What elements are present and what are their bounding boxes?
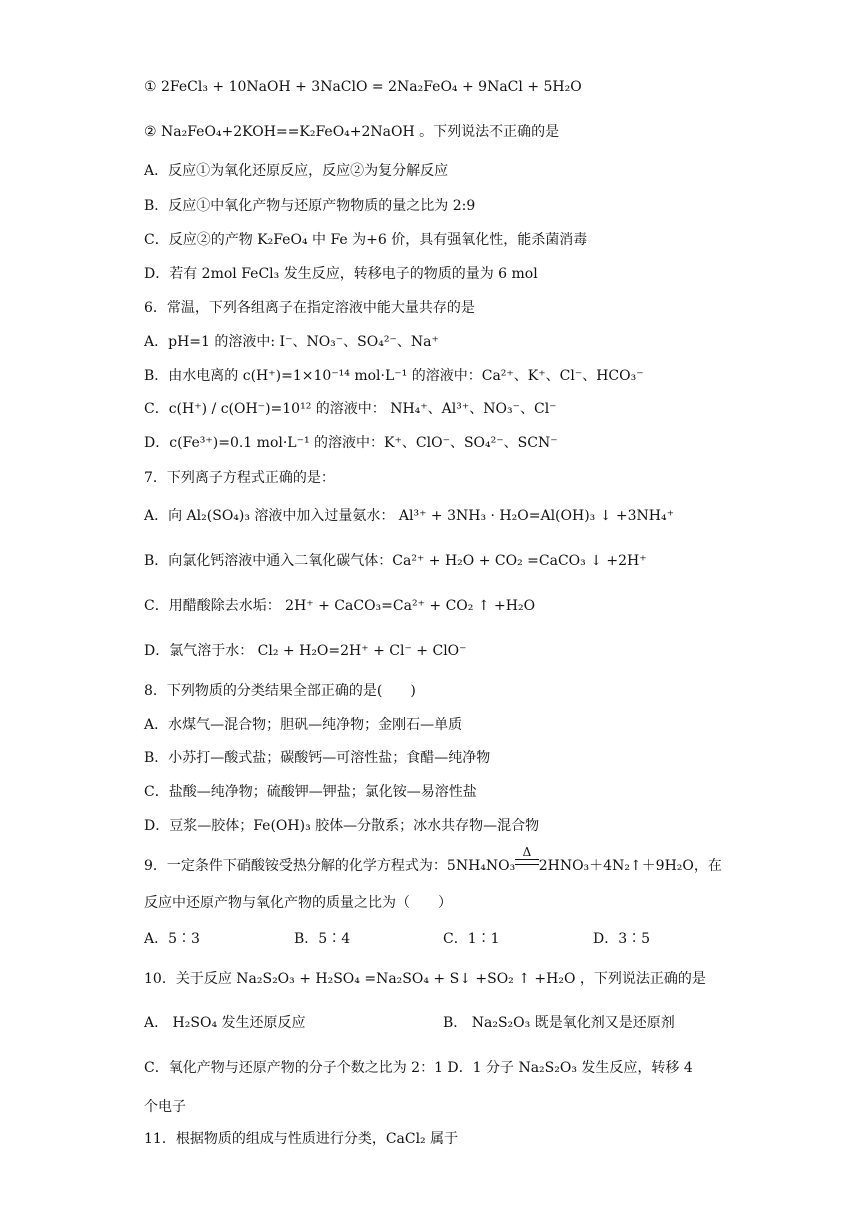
q10-option-c-and-d: C．氧化产物与还原产物的分子个数之比为 2：1 D．1 分子 Na₂S₂O₃ 发生反应，转移 4 <box>144 1060 693 1076</box>
q5-option-d: D．若有 2mol FeCl₃ 发生反应，转移电子的物质的量为 6 mol <box>144 266 538 282</box>
q6-option-c: C．c(H⁺) / c(OH⁻)=10¹² 的溶液中： NH₄⁺、Al³⁺、NO₃⁻、Cl⁻ <box>144 401 557 417</box>
q10-option-d-continued: 个电子 <box>144 1099 186 1115</box>
q7-option-c: C．用醋酸除去水垢： 2H⁺ + CaCO₃=Ca²⁺ + CO₂ ↑ +H₂O <box>144 598 536 614</box>
q5-option-c: C．反应②的产物 K₂FeO₄ 中 Fe 为+6 价，具有强氧化性，能杀菌消毒 <box>144 232 588 248</box>
question-9 <box>144 856 722 876</box>
question-7: 7．下列离子方程式正确的是： <box>144 470 335 486</box>
q8-option-a: A．水煤气—混合物；胆矾—纯净物；金刚石—单质 <box>144 717 463 733</box>
q9-option-d: D．3∶5 <box>593 931 651 947</box>
q9-option-a: A．5∶3 <box>144 931 200 947</box>
q6-option-a: A．pH=1 的溶液中: I⁻、NO₃⁻、SO₄²⁻、Na⁺ <box>144 334 439 350</box>
q5-option-a: A．反应①为氧化还原反应，反应②为复分解反应 <box>144 163 449 179</box>
q8-option-c: C．盐酸—纯净物；硫酸钾—钾盐；氯化铵—易溶性盐 <box>144 784 477 800</box>
question-11: 11．根据物质的组成与性质进行分类，CaCl₂ 属于 <box>144 1131 459 1147</box>
q7-option-d: D．氯气溶于水： Cl₂ + H₂O=2H⁺ + Cl⁻ + ClO⁻ <box>144 643 467 659</box>
question-9-continued: 反应中还原产物与氧化产物的质量之比为（ ） <box>144 895 452 911</box>
q8-option-b: B．小苏打—酸式盐；碳酸钙—可溶性盐；食醋—纯净物 <box>144 750 491 766</box>
q9-option-c: C．1∶1 <box>443 931 500 947</box>
reaction-equation-2: ② Na₂FeO₄+2KOH==K₂FeO₄+2NaOH 。下列说法不正确的是 <box>144 124 560 140</box>
q9-equation-left: 9．一定条件下硝酸铵受热分解的化学方程式为：5NH₄NO₃ <box>144 858 516 874</box>
q7-option-b: B．向氯化钙溶液中通入二氧化碳气体：Ca²⁺ + H₂O + CO₂ =CaCO₃ ↓ +2H⁺ <box>144 553 647 569</box>
q10-option-b: B． Na₂S₂O₃ 既是氧化剂又是还原剂 <box>443 1015 675 1031</box>
reaction-equation-1: ① 2FeCl₃ + 10NaOH + 3NaClO = 2Na₂FeO₄ + 9NaCl + 5H₂O <box>144 79 582 95</box>
heat-arrow-icon <box>515 856 538 876</box>
q9-equation-right: 2HNO₃＋4N₂↑＋9H₂O，在 <box>538 858 722 874</box>
q6-option-d: D．c(Fe³⁺)=0.1 mol·L⁻¹ 的溶液中：K⁺、ClO⁻、SO₄²⁻、SCN⁻ <box>144 435 558 451</box>
question-8: 8．下列物质的分类结果全部正确的是( ) <box>144 683 416 699</box>
q7-option-a: A．向 Al₂(SO₄)₃ 溶液中加入过量氨水： Al³⁺ + 3NH₃ · H₂O=Al(OH)₃ ↓ +3NH₄⁺ <box>144 508 674 524</box>
question-6: 6．常温，下列各组离子在指定溶液中能大量共存的是 <box>144 300 475 316</box>
q5-option-b: B．反应①中氧化产物与还原产物物质的量之比为 2:9 <box>144 198 476 214</box>
question-10: 10．关于反应 Na₂S₂O₃ + H₂SO₄ =Na₂SO₄ + S↓ +SO₂ ↑ +H₂O ，下列说法正确的是 <box>144 971 706 987</box>
q9-option-b: B．5∶4 <box>294 931 351 947</box>
q6-option-b: B．由水电离的 c(H⁺)=1×10⁻¹⁴ mol·L⁻¹ 的溶液中：Ca²⁺、K⁺、Cl⁻、HCO₃⁻ <box>144 368 644 384</box>
q10-option-a: A． H₂SO₄ 发生还原反应 <box>144 1015 306 1031</box>
q8-option-d: D．豆浆—胶体；Fe(OH)₃ 胶体—分散系；冰水共存物—混合物 <box>144 818 540 834</box>
